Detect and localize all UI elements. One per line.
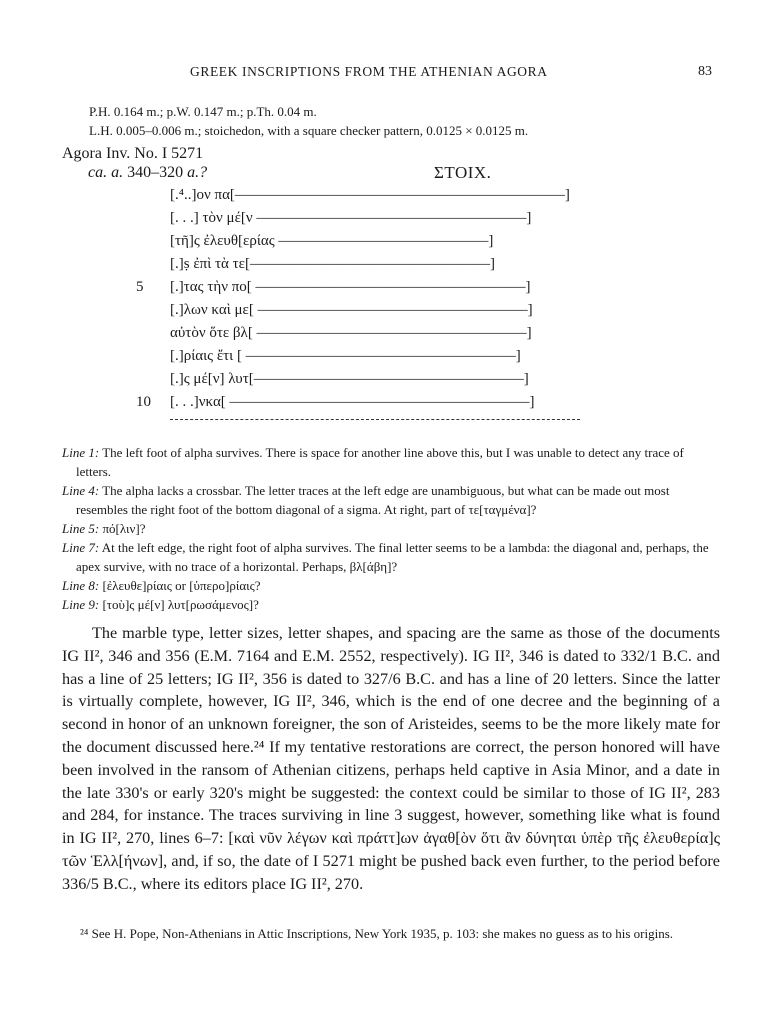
letter-height-line: L.H. 0.005–0.006 m.; stoichedon, with a square checker pattern, 0.0125 × 0.0125 m. xyxy=(89,123,529,138)
footnote: ²⁴ See H. Pope, Non-Athenians in Attic Inscriptions, New York 1935, p. 103: she makes no guess as to his origins. xyxy=(80,926,674,941)
inscription-line: [.]ς μέ[ν] λυτ[——————————————————] xyxy=(170,371,529,387)
lacuna-rule xyxy=(170,419,580,420)
inscription-line: αὐτὸν ὅτε βλ[ ——————————————————] xyxy=(170,325,532,341)
page-number: 83 xyxy=(698,64,712,79)
note-line-8 xyxy=(62,576,722,595)
note-text: [τοὺ]ς μέ[ν] λυτ[ρωσάμενος]? xyxy=(99,597,259,612)
critical-notes xyxy=(62,443,722,614)
note-text: [ἐλευθε]ρίαις or [ὑπερο]ρίαις? xyxy=(99,578,261,593)
running-title: GREEK INSCRIPTIONS FROM THE ATHENIAN AGORA xyxy=(190,64,548,79)
note-line-5 xyxy=(62,519,722,538)
note-line-4 xyxy=(62,481,722,519)
note-text: At the left edge, the right foot of alpha survives. The final letter seems to be a lambda: the diagonal and, perhaps, the apex survive, with no trace of a horizontal. Perhaps, βλ[άβη]? xyxy=(76,540,709,574)
date-years: 340–320 xyxy=(123,164,188,181)
inscription-line: [. . .] τὸν μέ[ν ——————————————————] xyxy=(170,210,532,226)
inscription-line: [.]λων καὶ με[ ——————————————————] xyxy=(170,302,533,318)
measurements-line: P.H. 0.164 m.; p.W. 0.147 m.; p.Th. 0.04 m. xyxy=(89,104,317,119)
body-paragraph: The marble type, letter sizes, letter shapes, and spacing are the same as those of the documents IG II², 346 and 356 (E.M. 7164 and E.M. 2552, respectively). IG II², 346 is dated to 332/1 B.C. and has a line of 25 letters; IG II², 356 is dated to 327/6 B.C. and has a line of 20 letters. Since the latter is virtually complete, however, IG II², 346, which is the end of one decree and the beginning of a second in honor of an unknown foreigner, the son of Aristeides, seems to be the more likely mate for the document discussed here.²⁴ If my tentative restorations are correct, the person honored will have been involved in the ransom of Athenian citizens, perhaps held captive in Asia Minor, and a date in the late 330's or early 320's might be suggested: the context could be similar to those of IG II², 283 and 284, for instance. The traces surviving in line 3 suggest, however, something like what is found in IG II², 270, lines 6–7: [καὶ νῦν λέγων καὶ πράττ]ων ἀγαθ[ὸν ὅτι ἂν δύνηται ὑπὲρ τῆς ἐλευθερία]ς τῶν Ἑλλ[ήνων], and, if so, the date of I 5271 might be pushed back even further, to the period before 336/5 B.C., where its editors place IG II², 270. xyxy=(62,624,720,893)
line-number: 5 xyxy=(136,279,144,295)
note-label: Line 8: xyxy=(62,578,100,593)
date-q: a.? xyxy=(187,164,208,181)
inscription-line: [.]ρίαις ἔτι [ ——————————————————] xyxy=(170,348,521,364)
note-label: Line 1: xyxy=(62,445,100,460)
note-text: The left foot of alpha survives. There is space for another line above this, but I was unable to detect any trace of letters. xyxy=(76,445,684,479)
date-ca: ca. a. xyxy=(88,164,124,181)
inscription-line: [.]ṣ ἐπὶ τὰ τε[————————————————] xyxy=(170,256,495,272)
note-text: πό[λιν]? xyxy=(99,521,146,536)
inscription-line: [.⁴..]ον πα[——————————————————————] xyxy=(170,187,570,203)
running-header xyxy=(0,64,782,84)
inscription-line: [.]τας τὴν πο[ ——————————————————] xyxy=(170,279,531,295)
note-label: Line 9: xyxy=(62,597,100,612)
stoichedon-label: ΣΤΟΙΧ. xyxy=(434,163,492,182)
note-text: The alpha lacks a crossbar. The letter traces at the left edge are unambiguous, but what can be made out most resembles the right foot of the bottom diagonal of a sigma. At right, part of τε[ταγμένα]? xyxy=(76,483,670,517)
inscription-line: [. . .]νκα[ ————————————————————] xyxy=(170,394,535,410)
note-line-9 xyxy=(62,595,722,614)
inscription-line: [τῆ]ς ἐλευθ[ερίας ——————————————] xyxy=(170,233,494,249)
note-label: Line 5: xyxy=(62,521,100,536)
inventory-number: Agora Inv. No. I 5271 xyxy=(62,145,204,162)
inscription-date xyxy=(88,164,207,182)
note-line-1 xyxy=(62,443,722,481)
note-label: Line 4: xyxy=(62,483,100,498)
note-label: Line 7: xyxy=(62,540,100,555)
line-number: 10 xyxy=(136,394,151,410)
note-line-7 xyxy=(62,538,722,576)
